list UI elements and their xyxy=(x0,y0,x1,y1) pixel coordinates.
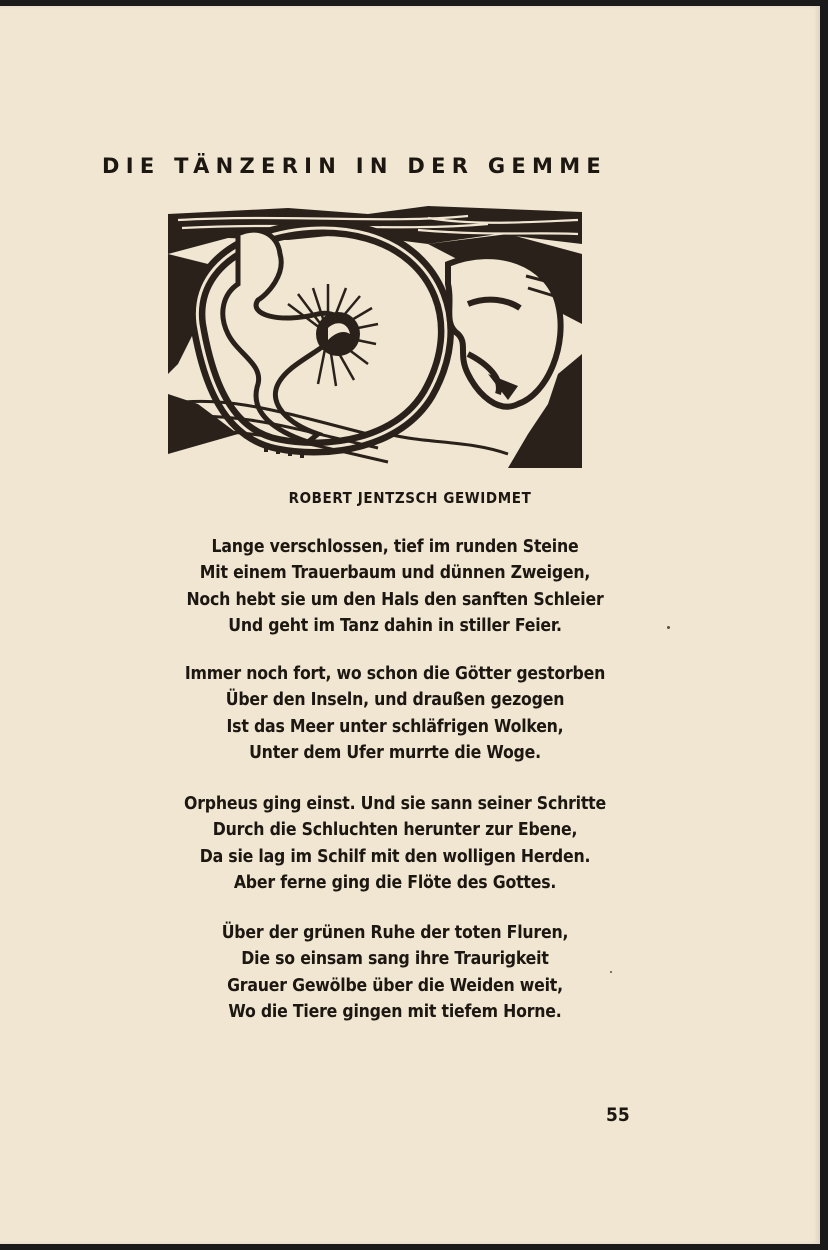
verse-line: Mit einem Trauerbaum und dünnen Zweigen, xyxy=(199,563,591,584)
stanza-1 xyxy=(10,534,780,640)
poem-title: DIE TÄNZERIN IN DER GEMME xyxy=(102,154,608,178)
verse-line: Lange verschlossen, tief im runden Steine xyxy=(211,537,579,557)
verse-line: Über den Inseln, und draußen gezogen xyxy=(225,690,565,711)
verse-line: Da sie lag im Schilf mit den wolligen Herden. xyxy=(199,846,591,867)
verse-line: Die so einsam sang ihre Traurigkeit xyxy=(241,949,549,970)
verse-line: Orpheus ging einst. Und sie sann seiner Schritte xyxy=(184,794,606,814)
verse-line: Wo die Tiere gingen mit tiefem Horne. xyxy=(228,1002,562,1023)
verse-line: Unter dem Ufer murrte die Woge. xyxy=(249,743,541,764)
page-number: 55 xyxy=(606,1104,630,1126)
paper-speck xyxy=(610,971,612,973)
verse-line: Durch die Schluchten herunter zur Ebene, xyxy=(212,820,578,841)
verse-line: Grauer Gewölbe über die Weiden weit, xyxy=(227,975,563,996)
verse-line: Ist das Meer unter schläfrigen Wolken, xyxy=(226,716,564,737)
verse-line: Und geht im Tanz dahin in stiller Feier. xyxy=(228,616,562,637)
stanza-2 xyxy=(10,661,780,767)
stanza-3 xyxy=(10,791,780,897)
verse-line: Immer noch fort, wo schon die Götter gestorben xyxy=(184,664,606,684)
woodcut-illustration xyxy=(168,204,582,468)
verse-line: Noch hebt sie um den Hals den sanften Schleier xyxy=(186,589,604,610)
verse-line: Aber ferne ging die Flöte des Gottes. xyxy=(233,873,557,894)
stanza-4 xyxy=(10,920,780,1026)
paper-speck xyxy=(667,626,670,629)
dedication: ROBERT JENTZSCH GEWIDMET xyxy=(288,489,532,507)
book-page xyxy=(0,6,820,1244)
verse-line: Über der grünen Ruhe der toten Fluren, xyxy=(221,923,569,943)
